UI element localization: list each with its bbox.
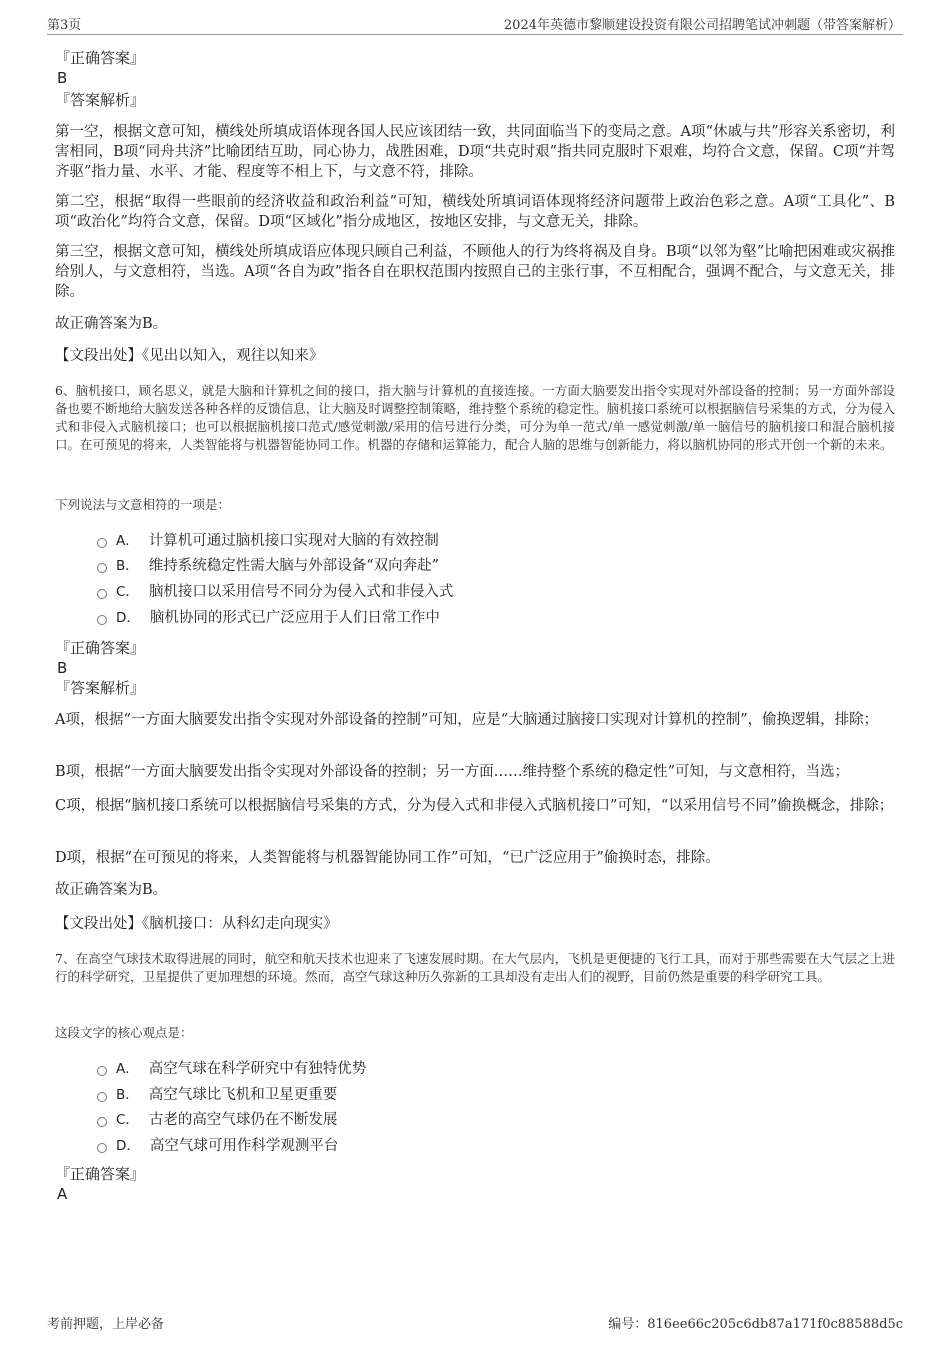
radio-button-icon[interactable] xyxy=(97,1117,107,1127)
option-letter: C． xyxy=(116,1112,139,1128)
option-letter: C． xyxy=(116,584,139,600)
q5-analysis-para: 第一空，根据文意可知，横线处所填成语体现各国人民应该团结一致，共同面临当下的变局之意。A项“休戚与共”形容关系密切，利害相同，B项“同舟共济”比喻团结互助，同心协力，战胜困难，D项“共克时艰”指共同克服时下艰难，均符合文意，保留。C项“并驾齐驱”指力量、水平、才能、程度等不相上下，与文意不符，排除。 xyxy=(55,124,895,180)
option-letter: A． xyxy=(116,533,139,549)
q6-analysis-para: C项，根据“脑机接口系统可以根据脑信号采集的方式，分为侵入式和非侵入式脑机接口”可知，“以采用信号不同”偷换概念，排除； xyxy=(55,798,894,814)
q6-option-a[interactable] xyxy=(97,530,439,552)
q5-answer: B xyxy=(57,69,68,87)
q7-option-b[interactable] xyxy=(97,1084,337,1106)
option-text: 高空气球可用作科学观测平台 xyxy=(149,1138,339,1154)
radio-button-icon[interactable] xyxy=(97,615,107,625)
option-text: 高空气球在科学研究中有独特优势 xyxy=(148,1061,367,1077)
q6-analysis-para: B项，根据“一方面大脑要发出指令实现对外部设备的控制；另一方面……维持整个系统的稳定性”可知，与文意相符，当选； xyxy=(55,764,849,780)
option-text: 计算机可通过脑机接口实现对大脑的有效控制 xyxy=(148,533,439,549)
q7-prompt: 这段文字的核心观点是： xyxy=(55,1025,193,1040)
document-id: 编号：816ee66c205c6db87a171f0c88588d5c xyxy=(608,1317,903,1332)
q7-option-d[interactable] xyxy=(97,1135,338,1157)
q6-option-d[interactable] xyxy=(97,607,440,629)
radio-button-icon[interactable] xyxy=(97,1092,107,1102)
radio-button-icon[interactable] xyxy=(97,1143,107,1153)
q6-analysis-label: 『答案解析』 xyxy=(55,679,146,697)
page-number: 第3页 xyxy=(47,18,82,33)
q5-source: 【文段出处】《见出以知入，观往以知来》 xyxy=(55,348,324,364)
option-letter: A． xyxy=(116,1061,139,1077)
q7-answer: A xyxy=(57,1185,68,1203)
q6-conclusion: 故正确答案为B。 xyxy=(55,882,168,898)
q6-source: 【文段出处】《脑机接口：从科幻走向现实》 xyxy=(55,916,338,932)
q7-answer-label: 『正确答案』 xyxy=(55,1165,146,1183)
q5-analysis-label: 『答案解析』 xyxy=(55,91,146,109)
q6-answer-label: 『正确答案』 xyxy=(55,639,146,657)
q6-question: 6、脑机接口，顾名思义，就是大脑和计算机之间的接口，指大脑与计算机的直接连接。一方面大脑要发出指令实现对外部设备的控制；另一方面外部设备也要不断地给大脑发送各种各样的反馈信息，让大脑及时调整控制策略，维持整个系统的稳定性。脑机接口系统可以根据脑信号采集的方式，分为侵入式和非侵入式脑机接口；也可以根据脑机接口范式/感觉刺激/采用的信号进行分类，可分为单一范式/单一感觉刺激/单一脑信号的脑机接口和混合脑机接口。在可预见的将来，人类智能将与机器智能协同工作。机器的存储和运算能力，配合人脑的思维与创新能力，将以脑机协同的形式开创一个新的未来。 xyxy=(55,383,895,452)
q5-analysis-para: 第二空，根据“取得一些眼前的经济收益和政治利益”可知，横线处所填词语体现将经济问题带上政治色彩之意。A项“工具化”、B项“政治化”均符合文意，保留。D项“区域化”指分成地区，按地区安排，与文意无关，排除。 xyxy=(55,194,895,230)
footer-slogan: 考前押题，上岸必备 xyxy=(47,1317,165,1332)
option-letter: B． xyxy=(116,1087,139,1103)
option-text: 古老的高空气球仍在不断发展 xyxy=(148,1112,338,1128)
radio-button-icon[interactable] xyxy=(97,589,107,599)
option-letter: B． xyxy=(116,558,139,574)
option-text: 脑机接口以采用信号不同分为侵入式和非侵入式 xyxy=(148,584,454,600)
q5-conclusion: 故正确答案为B。 xyxy=(55,316,168,332)
option-text: 脑机协同的形式已广泛应用于人们日常工作中 xyxy=(149,610,440,626)
q6-option-b[interactable] xyxy=(97,555,439,577)
radio-button-icon[interactable] xyxy=(97,538,107,548)
option-letter: D． xyxy=(116,610,140,626)
q6-option-c[interactable] xyxy=(97,581,453,603)
q6-prompt: 下列说法与文意相符的一项是： xyxy=(55,497,231,512)
q7-option-a[interactable] xyxy=(97,1058,366,1080)
q5-answer-label: 『正确答案』 xyxy=(55,49,146,67)
option-letter: D． xyxy=(116,1138,140,1154)
q7-question: 7、在高空气球技术取得进展的同时，航空和航天技术也迎来了飞速发展时期。在大气层内，飞机是更便捷的飞行工具，而对于那些需要在大气层之上进行的科学研究，卫星提供了更加理想的环境。然而，高空气球这种历久弥新的工具却没有走出人们的视野，目前仍然是重要的科学研究工具。 xyxy=(55,951,895,984)
q7-option-c[interactable] xyxy=(97,1109,337,1131)
radio-button-icon[interactable] xyxy=(97,563,107,573)
q6-analysis-para: A项，根据“一方面大脑要发出指令实现对外部设备的控制”可知，应是“大脑通过脑接口实现对计算机的控制”，偷换逻辑，排除； xyxy=(55,712,879,728)
radio-button-icon[interactable] xyxy=(97,1066,107,1076)
document-title: 2024年英德市黎顺建设投资有限公司招聘笔试冲刺题（带答案解析） xyxy=(503,18,901,33)
option-text: 高空气球比飞机和卫星更重要 xyxy=(148,1087,338,1103)
q6-analysis-para: D项，根据“在可预见的将来，人类智能将与机器智能协同工作”可知，“已广泛应用于”偷换时态，排除。 xyxy=(55,850,720,866)
page-header xyxy=(47,12,903,35)
q6-answer: B xyxy=(57,659,68,677)
q5-analysis-para: 第三空，根据文意可知，横线处所填成语应体现只顾自己利益，不顾他人的行为终将祸及自身。B项“以邻为壑”比喻把困难或灾祸推给别人，与文意相符，当选。A项“各自为政”指各自在职权范围内按照自己的主张行事，不互相配合，强调不配合，与文意无关，排除。 xyxy=(55,244,895,300)
option-text: 维持系统稳定性需大脑与外部设备“双向奔赴” xyxy=(148,558,440,574)
